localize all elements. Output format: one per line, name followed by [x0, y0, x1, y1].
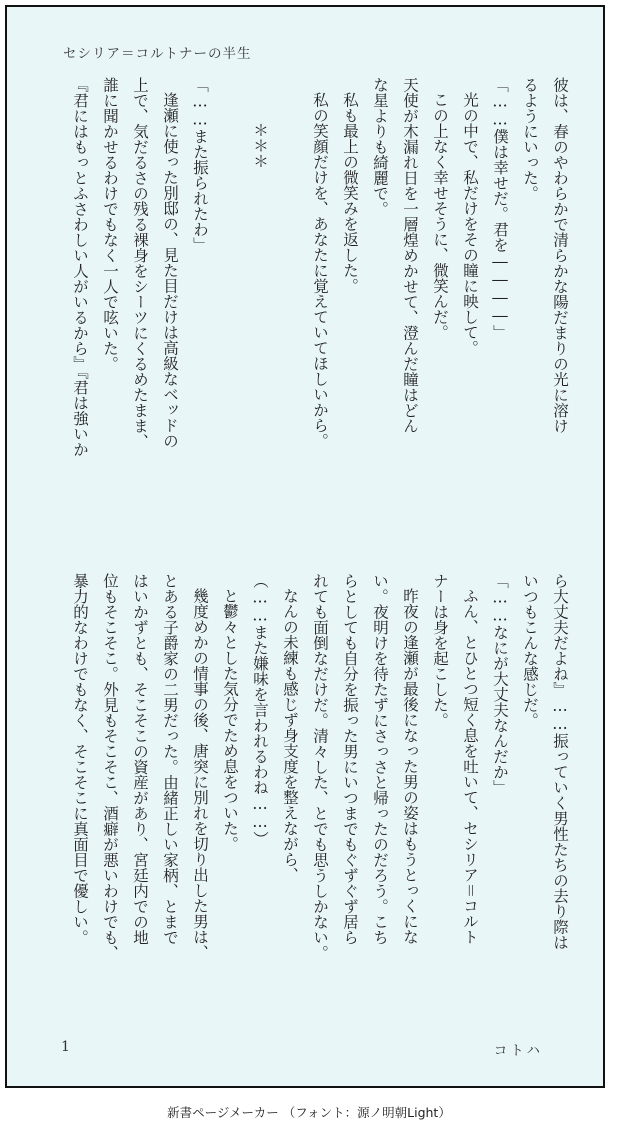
text-column: 上で、気だるさの残る裸身をシーツにくるめたまま、 — [131, 77, 149, 449]
text-column: とある子爵家の二男だった。由緒正しい家柄、とまで — [161, 573, 179, 945]
text-column — [275, 77, 305, 547]
text-column: この上なく幸せそうに、微笑んだ。 — [431, 92, 449, 340]
page-number: 1 — [61, 1039, 70, 1055]
text-column: （……また嫌味を言われるわね……） — [251, 573, 269, 847]
text-column: 光の中で、私だけをその瞳に映して。 — [461, 92, 479, 356]
text-column: 彼は、春のやわらかで清らかな陽だまりの光に溶け — [551, 77, 569, 434]
book-page — [5, 5, 605, 1088]
text-column: 私も最上の微笑みを返した。 — [341, 92, 359, 294]
text-column: 昨夜の逢瀬が最後になった男の姿はもうとっくにな — [401, 588, 419, 945]
lower-text-block — [7, 573, 603, 1043]
text-column: 『君にはもっとふさわしい人がいるから』『君は強いか — [71, 77, 89, 457]
footer-caption: 新書ページメーカー （フォント：源ノ明朝Light） — [167, 1105, 451, 1120]
text-column: はいかずとも、そこそこの資産があり、宮廷内での地 — [131, 573, 149, 945]
text-column: 私の笑顔だけを、あなたに覚えていてほしいから。 — [311, 92, 329, 449]
author-name: コトハ — [493, 1043, 543, 1059]
text-column: 誰に聞かせるわけでもなく一人で呟いた。 — [101, 77, 119, 372]
text-column: れても面倒なだけだ。清々した、とでも思うしかない。 — [311, 573, 329, 961]
text-column: 天使が木漏れ日を一層煌めかせて、澄んだ瞳はどん — [401, 77, 419, 434]
text-column: なんの未練も感じず身支度を整えながら、 — [281, 588, 299, 883]
section-break: ＊＊＊ — [251, 122, 269, 169]
text-column: 「……また振られたわ」 — [191, 77, 209, 253]
text-column: 「……僕は幸せだ。君を――――」 — [491, 77, 509, 340]
text-column: 幾度めかの情事の後、唐突に別れを切り出した男は、 — [191, 588, 209, 960]
text-column: 位もそこそこ。外見もそこそこ、酒癖が悪いわけでも、 — [101, 573, 119, 961]
text-column: いつもこんな感じだ。 — [521, 573, 539, 728]
text-column: らとしても自分を振った男にいつまでもぐずぐず居ら — [341, 573, 359, 945]
text-column: と鬱々とした気分でため息をついた。 — [221, 588, 239, 852]
text-column: ふん、とひとつ短く息を吐いて、セシリア＝コルト — [461, 588, 479, 945]
book-title: セシリア＝コルトナーの半生 — [63, 46, 252, 62]
text-column: 逢瀬に使った別邸の、見た目だけは高級なベッドの — [161, 92, 179, 449]
text-column: な星よりも綺麗で。 — [371, 77, 389, 217]
upper-text-block — [7, 77, 603, 547]
text-column: い。夜明けを待たずにさっさと帰ったのだろう。こち — [371, 573, 389, 945]
text-column: 暴力的なわけでもなく、そこそこに真面目で優しい。 — [71, 573, 89, 945]
text-column: ら大丈夫だよね』……振っていく男性たちの去り際は — [551, 573, 569, 950]
text-column: るようにいった。 — [521, 77, 539, 201]
text-column: 「……なにが大丈夫なんだか」 — [491, 573, 509, 795]
text-column — [215, 77, 245, 547]
text-column: ナーは身を起こした。 — [431, 573, 449, 728]
